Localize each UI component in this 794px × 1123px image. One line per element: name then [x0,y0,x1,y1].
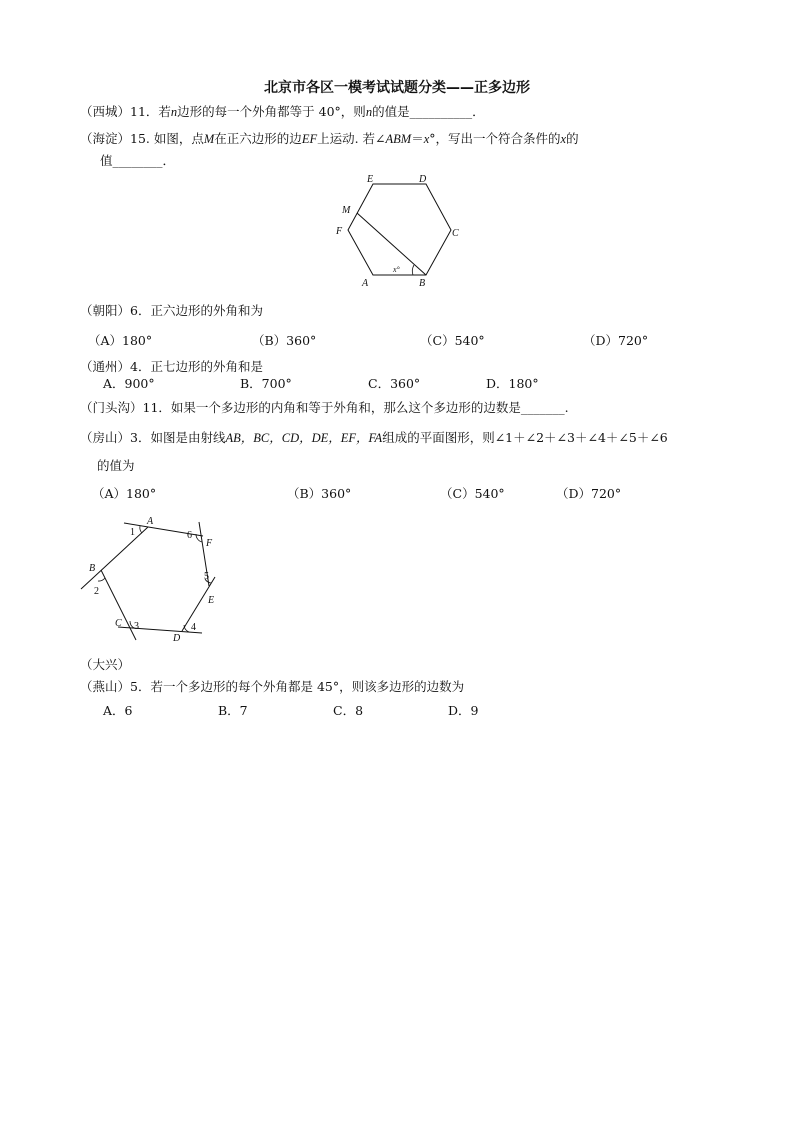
option-c: （C）540° [440,486,505,501]
ray-bc [101,570,136,640]
question-text: 边形的每一个外角都等于 40°，则 [177,104,366,119]
question-tongzhou [80,359,263,375]
question-source: （西城） [80,104,131,119]
question-haidian [80,131,579,147]
question-source: （朝阳） [80,303,131,318]
angle-label-1: 1 [130,527,135,538]
question-text: 3．如图是由射线 [130,430,226,445]
variable: M [203,132,215,146]
question-text: 5．若一个多边形的每个外角都是 45°，则该多边形的边数为 [130,679,465,694]
label-f: F [336,226,343,237]
label-a: A [362,278,369,289]
question-yanshan [80,679,464,695]
question-fangshan [80,430,668,446]
page-title: 北京市各区一模考试试题分类——正多边形 [264,80,530,96]
variable: n [365,105,373,119]
question-text: 4．正七边形的外角和是 [130,359,263,374]
variable: n [170,105,178,119]
question-fangshan-line2: 的值为 [97,458,135,473]
option-a: （A）180° [92,486,157,501]
question-source: （燕山） [80,679,131,694]
question-text: 在正六边形的边 [214,131,302,146]
option-b: （B）360° [287,486,352,501]
angle-label-2: 2 [94,586,99,597]
label-a: A [147,516,154,527]
variable: x [560,132,567,146]
question-haidian-line2: 值________． [100,153,176,168]
question-text: 的值是__________． [372,104,485,119]
question-text: 的 [566,131,579,146]
label-e: E [208,595,215,606]
variable: x [423,132,430,146]
rays-svg [78,512,223,652]
option-d: D．180° [486,376,539,391]
question-mentougou [80,400,569,416]
question-text: 11．若 [130,104,171,119]
angle-label-6: 6 [187,530,192,541]
label-b: B [89,563,96,574]
question-text: 组成的平面图形，则∠1＋∠2＋∠3＋∠4＋∠5＋∠6 [382,430,668,445]
label-d: D [173,633,181,644]
option-a: A．900° [103,376,155,391]
rays-figure [78,512,223,655]
question-source: （房山） [80,430,131,445]
question-text: 上运动. 若∠ [317,131,386,146]
question-xicheng [80,104,485,120]
option-c: （C）540° [420,333,485,348]
angle-arc-1 [140,526,142,533]
hexagon-figure [330,170,470,295]
label-b: B [419,278,426,289]
option-d: （D）720° [556,486,622,501]
label-f: F [206,538,213,549]
label-d: D [419,174,427,185]
hexagon-shape [348,184,451,275]
option-c: C．360° [368,376,421,391]
angle-label-3: 3 [134,621,139,632]
variable: EF [301,132,318,146]
label-c: C [452,228,459,239]
label-m: M [342,205,351,216]
option-a: A．6 [103,703,133,718]
option-d: D．9 [448,703,479,718]
angle-arc [412,265,414,275]
question-text: 15. 如图，点 [130,131,204,146]
question-source: （海淀） [80,131,131,146]
angle-label-x: x° [393,265,400,274]
question-text: °，写出一个符合条件的 [429,131,561,146]
angle-label-5: 5 [204,571,209,582]
question-source: （门头沟） [80,400,143,415]
option-b: B．700° [240,376,292,391]
label-c: C [115,618,122,629]
question-source: （通州） [80,359,131,374]
ray-ab [81,527,148,589]
option-b: B．7 [218,703,248,718]
question-daxing: （大兴） [80,657,131,672]
variable: ABM [385,132,412,146]
option-d: （D）720° [583,333,649,348]
hexagon-svg [330,170,470,292]
question-chaoyang [80,303,263,319]
question-text: ＝ [411,131,424,146]
option-b: （B）360° [252,333,317,348]
option-c: C．8 [333,703,364,718]
rays-list: AB，BC，CD，DE，EF，FA [225,431,383,445]
angle-label-4: 4 [191,622,196,633]
question-text: 6．正六边形的外角和为 [130,303,263,318]
label-e: E [367,174,374,185]
question-text: 11．如果一个多边形的内角和等于外角和，那么这个多边形的边数是_______. [142,400,569,415]
angle-arc-2 [98,578,105,581]
option-a: （A）180° [88,333,153,348]
